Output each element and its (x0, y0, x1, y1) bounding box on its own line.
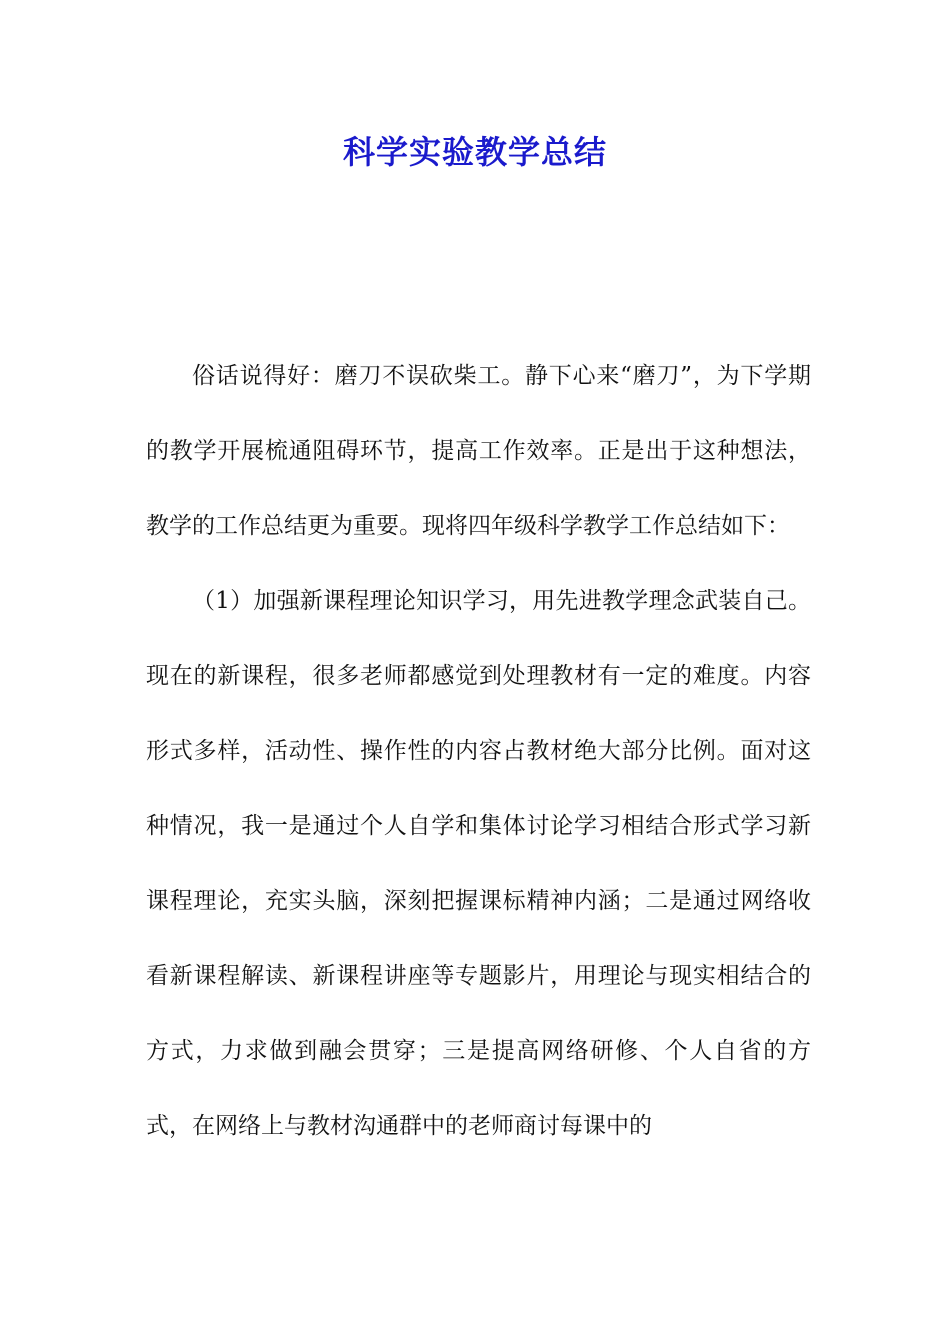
document-body (146, 339, 811, 1164)
document-title: 科学实验教学总结 (342, 133, 607, 171)
paragraph-intro: 俗话说得好：磨刀不误砍柴工。静下心来“磨刀”，为下学期的教学开展梳通阻碍环节，提高工作效率。正是出于这种想法，教学的工作总结更为重要。现将四年级科学教学工作总结如下： (146, 363, 811, 539)
paragraph-section-1: （1）加强新课程理论知识学习，用先进教学理念武装自己。现在的新课程，很多老师都感觉到处理教材有一定的难度。内容形式多样，活动性、操作性的内容占教材绝大部分比例。面对这种情况，我一是通过个人自学和集体讨论学习相结合形式学习新课程理论，充实头脑，深刻把握课标精神内涵；二是通过网络收看新课程解读、新课程讲座等专题影片，用理论与现实相结合的方式，力求做到融会贯穿；三是提高网络研修、个人自省的方式，在网络上与教材沟通群中的老师商讨每课中的 (146, 588, 811, 1139)
